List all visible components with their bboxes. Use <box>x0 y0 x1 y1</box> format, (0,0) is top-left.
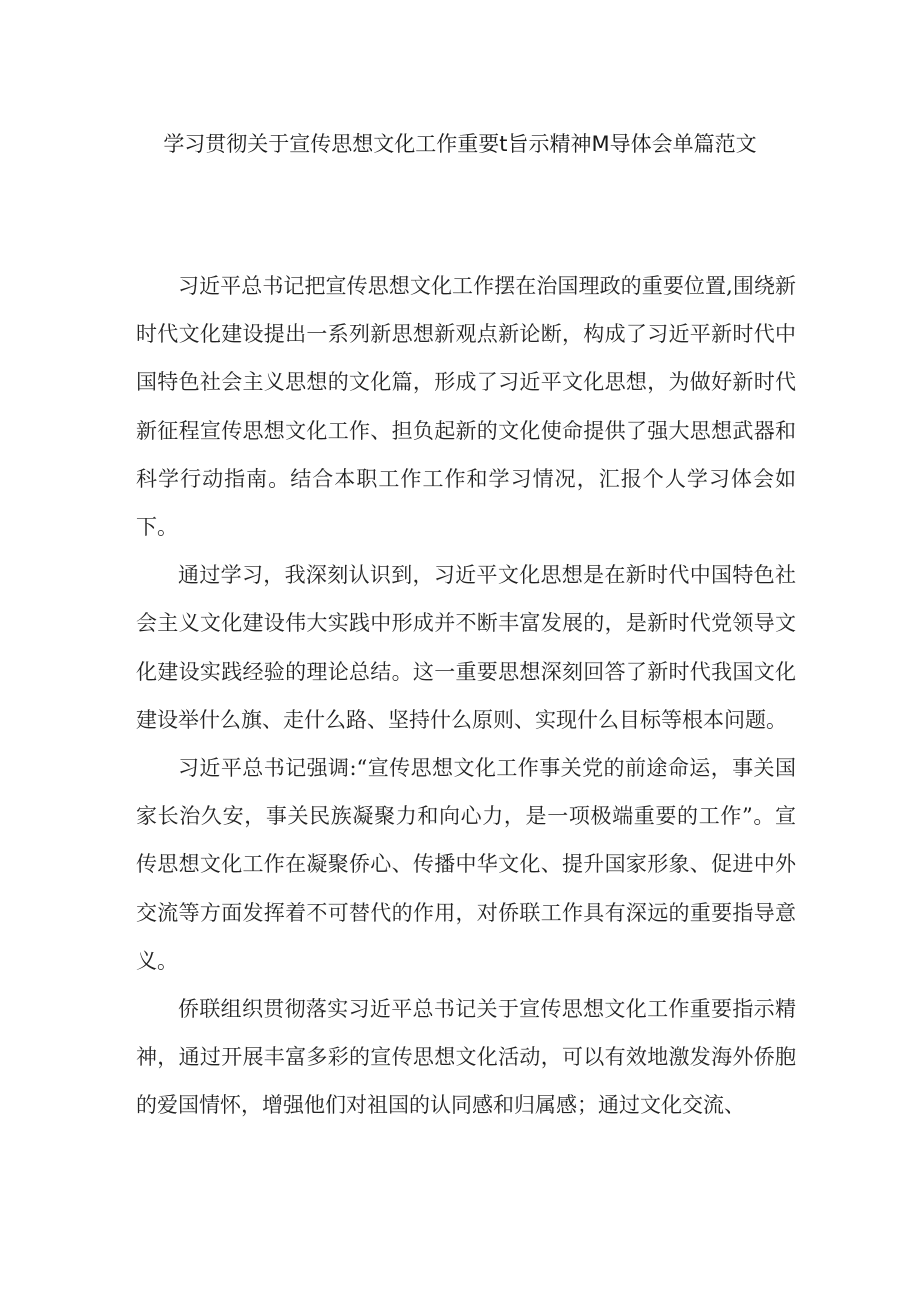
paragraph: 侨联组织贯彻落实习近平总书记关于宣传思想文化工作重要指示精神，通过开展丰富多彩的宣传思想文化活动，可以有效地激发海外侨胞的爱国情怀，增强他们对祖国的认同感和归属感；通过文化交流、 <box>136 997 796 1118</box>
paragraph: 通过学习，我深刻认识到，习近平文化思想是在新时代中国特色社会主义文化建设伟大实践中形成并不断丰富发展的，是新时代党领导文化建设实践经验的理论总结。这一重要思想深刻回答了新时代我国文化建设举什么旗、走什么路、坚持什么原则、实现什么目标等根本问题。 <box>136 563 796 732</box>
document-body <box>136 262 796 1130</box>
paragraph: 习近平总书记强调:“宣传思想文化工作事关党的前途命运，事关国家长治久安，事关民族凝聚力和向心力，是一项极端重要的工作”。宣传思想文化工作在凝聚侨心、传播中华文化、提升国家形象、促进中外交流等方面发挥着不可替代的作用，对侨联工作具有深远的重要指导意义。 <box>136 756 796 973</box>
paragraph: 习近平总书记把宣传思想文化工作摆在治国理政的重要位置,围绕新时代文化建设提出一系列新思想新观点新论断，构成了习近平新时代中国特色社会主义思想的文化篇，形成了习近平文化思想，为做好新时代新征程宣传思想文化工作、担负起新的文化使命提供了强大思想武器和科学行动指南。结合本职工作工作和学习情况，汇报个人学习体会如下。 <box>136 274 796 540</box>
document-title: 学习贯彻关于宣传思想文化工作重要t旨示精神M导体会单篇范文 <box>163 132 757 156</box>
